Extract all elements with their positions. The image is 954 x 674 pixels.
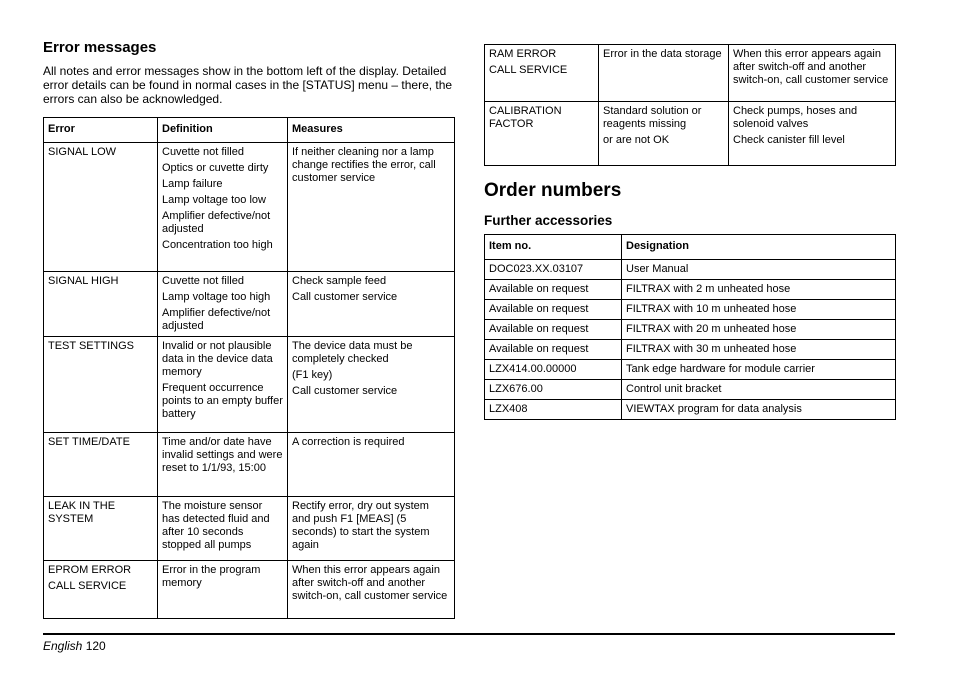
error-cell-definition [158, 497, 288, 561]
accessories-row [485, 320, 896, 340]
error-line: SIGNAL HIGH [48, 275, 119, 287]
error-cell-measures [288, 561, 455, 619]
measures-line: Check sample feed [292, 275, 387, 287]
definition-line: Time and/or date have invalid settings and were reset to 1/1/93, 15:00 [162, 436, 283, 474]
error-table-header-measures: Measures [288, 118, 455, 143]
accessory-item-no: LZX414.00.00000 [485, 360, 622, 380]
accessory-designation: FILTRAX with 10 m unheated hose [622, 300, 896, 320]
accessory-designation: VIEWTAX program for data analysis [622, 400, 896, 420]
measures-line: A correction is required [292, 436, 405, 448]
error-cell-definition [158, 143, 288, 272]
error-table-body [44, 143, 455, 619]
error-line: EPROM ERROR [48, 564, 132, 576]
accessory-item-no: DOC023.XX.03107 [485, 260, 622, 280]
measures-line: If neither cleaning nor a lamp change rectifies the error, call customer service [292, 146, 436, 184]
footer-divider [43, 633, 895, 635]
accessories-header-designation: Designation [622, 235, 896, 260]
error-messages-intro: All notes and error messages show in the bottom left of the display. Detailed error details can be found in normal cases in the [STATUS] menu – there, the errors can also be acknowledged. [43, 64, 453, 106]
error-line: LEAK IN THE SYSTEM [48, 500, 116, 525]
accessories-row [485, 380, 896, 400]
accessory-designation: FILTRAX with 20 m unheated hose [622, 320, 896, 340]
error-cell-error [44, 337, 158, 433]
error-cell-error [485, 102, 599, 166]
measures-line: Rectify error, dry out system and push F1 [MEAS] (5 seconds) to start the system again [292, 500, 430, 551]
definition-line: or are not OK [603, 134, 670, 146]
error-table-row [44, 561, 455, 619]
error-table-header-row [44, 118, 455, 143]
accessory-item-no: Available on request [485, 340, 622, 360]
measures-line: Call customer service [292, 291, 398, 303]
error-line: RAM ERROR [489, 48, 557, 60]
error-cell-definition [158, 337, 288, 433]
accessory-item-no: Available on request [485, 280, 622, 300]
error-line: TEST SETTINGS [48, 340, 134, 352]
error-cell-definition [599, 45, 729, 102]
accessories-header-row [485, 235, 896, 260]
error-table-row [44, 497, 455, 561]
measures-line: When this error appears again after switch-off and another switch-on, call customer service [292, 564, 448, 602]
definition-line: Error in the program memory [162, 564, 261, 589]
error-cell-measures [288, 272, 455, 337]
error-table-row [44, 433, 455, 497]
error-cell-error [44, 272, 158, 337]
error-table [43, 117, 455, 619]
error-line: SIGNAL LOW [48, 146, 117, 158]
error-cell-definition [599, 102, 729, 166]
measures-line: (F1 key) [292, 369, 333, 381]
accessory-item-no: Available on request [485, 300, 622, 320]
measures-line: The device data must be completely checked [292, 340, 413, 365]
error-table-continued [484, 44, 896, 166]
further-accessories-heading: Further accessories [484, 213, 613, 228]
error-cell-measures [288, 497, 455, 561]
measures-line: Call customer service [292, 385, 398, 397]
definition-line: Lamp failure [162, 178, 223, 190]
error-line: CALL SERVICE [489, 64, 568, 76]
measures-line: When this error appears again after switch-off and another switch-on, call customer service [733, 48, 889, 86]
definition-line: Invalid or not plausible data in the device data memory [162, 340, 273, 378]
accessories-row [485, 400, 896, 420]
error-cell-measures [288, 143, 455, 272]
error-messages-heading: Error messages [43, 39, 157, 56]
error-table-header-error: Error [44, 118, 158, 143]
measures-line: Check canister fill level [733, 134, 845, 146]
error-table-row [485, 45, 896, 102]
accessory-item-no: Available on request [485, 320, 622, 340]
accessories-row [485, 360, 896, 380]
accessories-header-item-no: Item no. [485, 235, 622, 260]
accessories-row [485, 260, 896, 280]
definition-line: Concentration too high [162, 239, 273, 251]
definition-line: Amplifier defective/not adjusted [162, 210, 271, 235]
definition-line: Cuvette not filled [162, 275, 244, 287]
error-table-row [485, 102, 896, 166]
error-line: CALL SERVICE [48, 580, 127, 592]
error-table-row [44, 272, 455, 337]
error-cell-error [485, 45, 599, 102]
error-cell-definition [158, 433, 288, 497]
accessories-row [485, 340, 896, 360]
right-column [484, 44, 895, 420]
error-table-row [44, 143, 455, 272]
accessories-table [484, 234, 896, 420]
accessory-item-no: LZX408 [485, 400, 622, 420]
error-table-continued-body [485, 45, 896, 166]
page-footer [43, 638, 106, 654]
accessory-designation: FILTRAX with 30 m unheated hose [622, 340, 896, 360]
accessory-designation: Tank edge hardware for module carrier [622, 360, 896, 380]
error-line: SET TIME/DATE [48, 436, 130, 448]
error-cell-error [44, 497, 158, 561]
definition-line: Lamp voltage too high [162, 291, 271, 303]
error-table-row [44, 337, 455, 433]
error-table-header-definition: Definition [158, 118, 288, 143]
accessory-designation: User Manual [622, 260, 896, 280]
definition-line: Optics or cuvette dirty [162, 162, 269, 174]
error-cell-error [44, 561, 158, 619]
accessories-table-body [485, 260, 896, 420]
accessories-row [485, 280, 896, 300]
error-cell-measures [729, 45, 896, 102]
error-cell-error [44, 143, 158, 272]
error-cell-measures [729, 102, 896, 166]
error-messages-section [43, 38, 454, 619]
accessory-designation: FILTRAX with 2 m unheated hose [622, 280, 896, 300]
error-cell-error [44, 433, 158, 497]
definition-line: The moisture sensor has detected fluid and after 10 seconds stopped all pumps [162, 500, 270, 551]
definition-line: Amplifier defective/not adjusted [162, 307, 271, 332]
accessories-row [485, 300, 896, 320]
error-line: CALIBRATION FACTOR [489, 105, 562, 130]
order-numbers-heading: Order numbers [484, 180, 622, 201]
accessory-item-no: LZX676.00 [485, 380, 622, 400]
error-cell-measures [288, 433, 455, 497]
definition-line: Standard solution or reagents missing [603, 105, 702, 130]
footer-language: English [43, 639, 83, 653]
error-cell-measures [288, 337, 455, 433]
definition-line: Lamp voltage too low [162, 194, 266, 206]
accessory-designation: Control unit bracket [622, 380, 896, 400]
footer-page-number: 120 [85, 639, 106, 653]
definition-line: Error in the data storage [603, 48, 722, 60]
definition-line: Cuvette not filled [162, 146, 244, 158]
error-cell-definition [158, 272, 288, 337]
definition-line: Frequent occurrence points to an empty buffer battery [162, 382, 283, 420]
measures-line: Check pumps, hoses and solenoid valves [733, 105, 858, 130]
error-cell-definition [158, 561, 288, 619]
